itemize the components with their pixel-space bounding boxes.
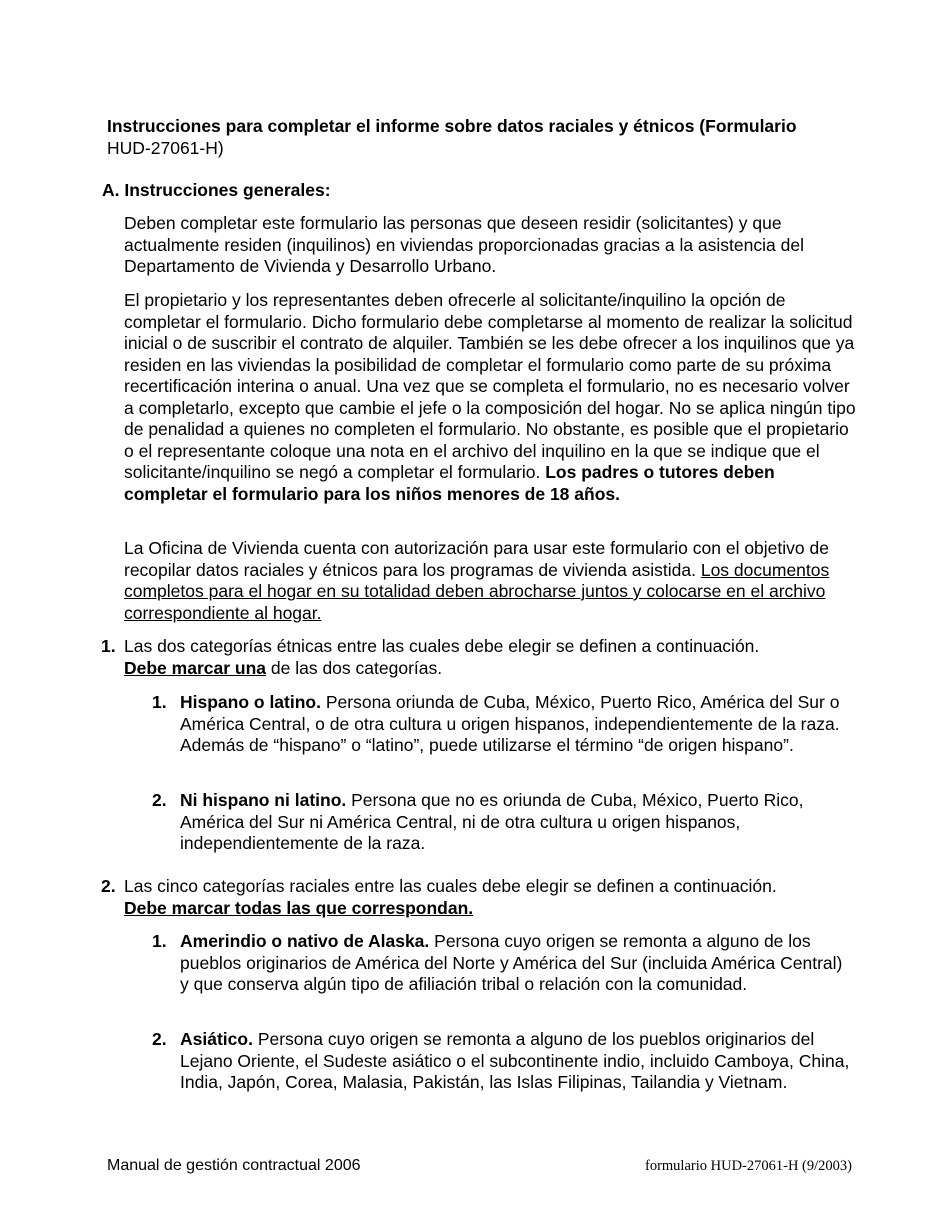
sub-heading: Amerindio o nativo de Alaska. — [180, 931, 430, 951]
sub-body: Persona cuyo origen se remonta a alguno de los pueblos originarios de América del Norte y América del Sur (incluida América Central) y que conserva algún tipo de afiliación tribal o relación con la comunidad. — [180, 931, 843, 994]
paragraph-3-text: La Oficina de Vivienda cuenta con autorización para usar este formulario con el objetivo de recopilar datos raciales y étnicos para los programas de vivienda asistida. — [124, 538, 829, 580]
section-a-paragraph-3 — [124, 538, 860, 624]
item-1-text — [124, 636, 860, 679]
item-1-emphasis: Debe marcar una — [124, 657, 267, 678]
section-a-heading: A. Instrucciones generales: — [102, 180, 331, 200]
item-2-text — [124, 876, 860, 919]
paragraph-2-text: El propietario y los representantes deben ofrecerle al solicitante/inquilino la opción de completar el formulario. Dicho formulario debe completarse al momento de realizar la solicitud inicial o de suscribir el contrato de alquiler. También se les debe ofrecer a los inquilinos que ya residen en las viviendas la posibilidad de completar el formulario como parte de su próxima recertificación interina o anual. Una vez que se completa el formulario, no es necesario volver a completarlo, excepto que cambie el jefe o la composición del hogar. No se aplica ningún tipo de penalidad a quienes no completen el formulario. No obstante, es posible que el propietario o el representante coloque una nota en el archivo del inquilino en la que se indique que el solicitante/inquilino se negó a completar el formulario. — [124, 290, 856, 482]
sub-body: Persona oriunda de Cuba, México, Puerto Rico, América del Sur o América Central, o de otra cultura u origen hispanos, independientemente de la raza. Además de “hispano” o “latino”, puede utilizarse el término “de origen hispano”. — [180, 692, 840, 755]
item-2-number: 2. — [101, 876, 116, 896]
item-1-sub-1-text — [180, 692, 852, 757]
title-form-number: HUD-27061-H) — [107, 137, 224, 158]
item-1-lead: Las dos categorías étnicas entre las cuales debe elegir se definen a continuación. — [124, 636, 760, 656]
sub-heading: Asiático. — [180, 1029, 253, 1049]
item-2-emphasis: Debe marcar todas las que correspondan. — [124, 897, 474, 918]
item-2-sub-1-number: 1. — [152, 931, 167, 951]
title-bold: Instrucciones para completar el informe sobre datos raciales y étnicos (Formulario — [107, 116, 797, 136]
item-1-number: 1. — [101, 636, 116, 656]
item-1-tail: de las dos categorías. — [270, 657, 443, 678]
sub-heading: Hispano o latino. — [180, 692, 321, 712]
sub-heading: Ni hispano ni latino. — [180, 790, 347, 810]
item-1-sub-2-number: 2. — [152, 790, 167, 810]
item-2-sub-2-number: 2. — [152, 1029, 167, 1049]
sub-body: Persona que no es oriunda de Cuba, México, Puerto Rico, América del Sur ni América Central, ni de otra cultura u origen hispanos, independientemente de la raza. — [180, 790, 804, 853]
item-1-sub-2-text — [180, 790, 852, 855]
document-title — [107, 116, 867, 159]
sub-body: Persona cuyo origen se remonta a alguno de los pueblos originarios del Lejano Oriente, el Sudeste asiático o el subcontinente indio, incluido Camboya, China, India, Japón, Corea, Malasia, Pakistán, las Islas Filipinas, Tailandia y Vietnam. — [180, 1029, 850, 1092]
paragraph-2-bold: Los padres o tutores deben completar el formulario para los niños menores de 18 años. — [124, 462, 775, 504]
item-2-lead: Las cinco categorías raciales entre las cuales debe elegir se definen a continuación. — [124, 876, 777, 896]
section-a-paragraph-2 — [124, 290, 860, 505]
item-2-sub-2-text — [180, 1029, 852, 1094]
section-a-paragraph-1: Deben completar este formulario las personas que deseen residir (solicitantes) y que actualmente residen (inquilinos) en viviendas proporcionadas gracias a la asistencia del Departamento de Vivienda y Desarrollo Urbano. — [124, 213, 804, 276]
item-1-sub-1-number: 1. — [152, 692, 167, 712]
item-2-sub-1-text — [180, 931, 852, 996]
footer-manual-title: Manual de gestión contractual 2006 — [107, 1157, 361, 1174]
footer-form-number: formulario HUD-27061-H (9/2003) — [645, 1158, 852, 1174]
paragraph-3-underlined: Los documentos completos para el hogar en su totalidad deben abrocharse juntos y colocarse en el archivo correspondiente al hogar. — [124, 559, 830, 623]
